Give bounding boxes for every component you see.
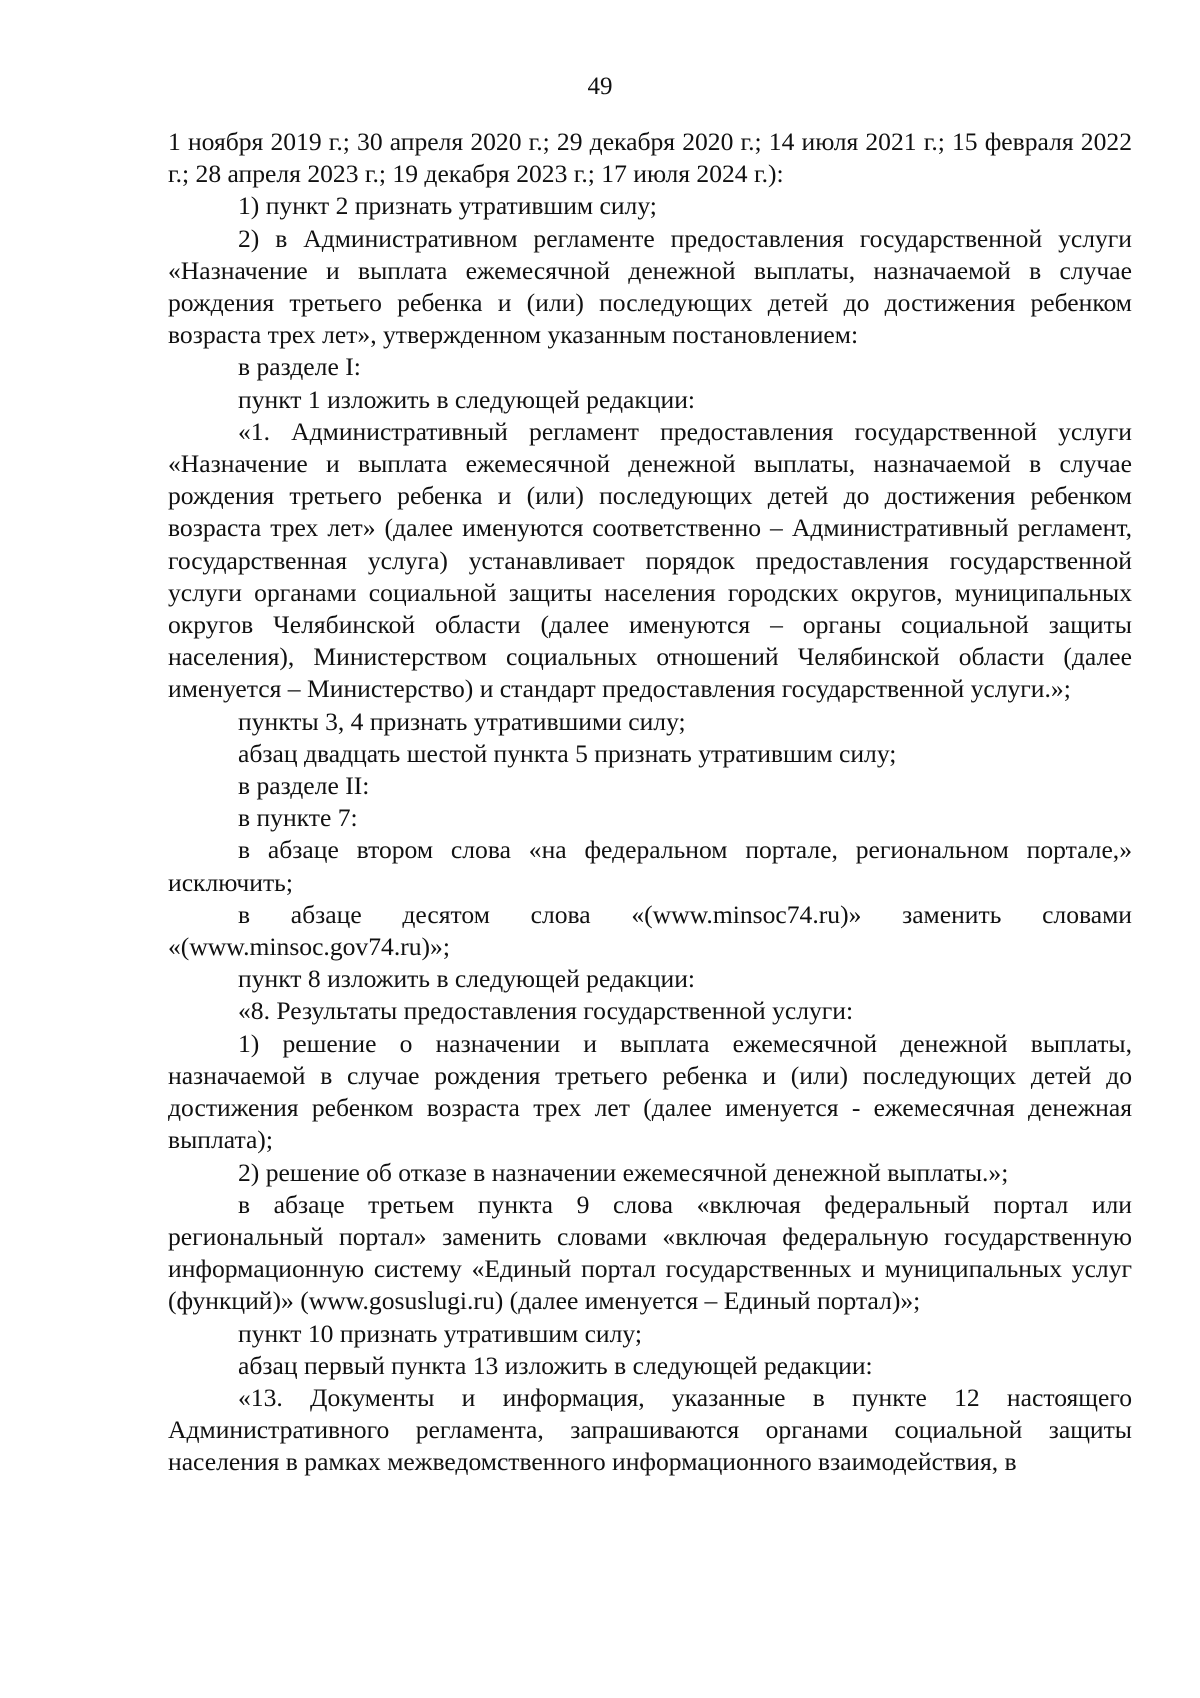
paragraph-point-8-edit: пункт 8 изложить в следующей редакции: bbox=[238, 964, 696, 994]
paragraph-section-1: в разделе I: bbox=[238, 352, 361, 382]
paragraph-point-1-text: «1. Административный регламент предоставления государственной услуги «Назначение и выплата ежемесячной денежной выплаты, назначаемой в случае рождения третьего ребенка и (или) последующих детей до достижения ребенком возраста трех лет» (далее именуются соответственно – Административный регламент, государственная услуга) устанавливает порядок предоставления государственной услуги органами социальной защиты населения городских округов, муниципальных округов Челябинской области (далее именуются – органы социальной защиты населения), Министерством социальных отношений Челябинской области (далее именуется – Министерство) и стандарт предоставления государственной услуги.»; bbox=[168, 416, 1132, 704]
paragraph-point-10: пункт 10 признать утратившим силу; bbox=[238, 1318, 642, 1348]
paragraph-item-2: 2) в Административном регламенте предоставления государственной услуги «Назначение и выплата ежемесячной денежной выплаты, назначаемой в случае рождения третьего ребенка и (или) последующих детей до достижения ребенком возраста трех лет», утвержденном указанным постановлением: bbox=[168, 223, 1132, 350]
paragraph-point-13-edit: абзац первый пункта 13 изложить в следующей редакции: bbox=[238, 1350, 873, 1380]
paragraph-point-7: в пункте 7: bbox=[238, 803, 358, 833]
paragraph-point-9: в абзаце третьем пункта 9 слова «включая федеральный портал или региональный портал» заменить словами «включая федеральную государственную информационную систему «Единый портал государственных и муниципальных услуг (функций)» (www.gosuslugi.ru) (далее именуется – Единый портал)»; bbox=[168, 1189, 1132, 1316]
page-number: 49 bbox=[587, 73, 613, 100]
document-body bbox=[168, 126, 1132, 1479]
paragraph-section-2: в разделе II: bbox=[238, 771, 370, 801]
paragraph-point-8-result-2: 2) решение об отказе в назначении ежемесячной денежной выплаты.»; bbox=[238, 1157, 1009, 1187]
paragraph-point-7-abzac-2: в абзаце втором слова «на федеральном портале, региональном портале,» исключить; bbox=[168, 835, 1132, 897]
paragraph-point-13-text: «13. Документы и информация, указанные в пункте 12 настоящего Административного регламента, запрашиваются органами социальной защиты населения в рамках межведомственного информационного взаимодействия, в bbox=[168, 1382, 1132, 1477]
paragraph-point-8-result-1: 1) решение о назначении и выплата ежемесячной денежной выплаты, назначаемой в случае рождения третьего ребенка и (или) последующих детей до достижения ребенком возраста трех лет (далее именуется - ежемесячная денежная выплата); bbox=[168, 1028, 1132, 1155]
paragraph-dates-continuation: 1 ноября 2019 г.; 30 апреля 2020 г.; 29 декабря 2020 г.; 14 июля 2021 г.; 15 февраля 2022 г.; 28 апреля 2023 г.; 19 декабря 2023 г.; 17 июля 2024 г.): bbox=[168, 127, 1132, 189]
paragraph-point-8-text: «8. Результаты предоставления государственной услуги: bbox=[238, 996, 854, 1026]
paragraph-points-3-4: пункты 3, 4 признать утратившими силу; bbox=[238, 706, 686, 736]
paragraph-point-5-abzac: абзац двадцать шестой пункта 5 признать утратившим силу; bbox=[238, 738, 897, 768]
paragraph-point-1-edit: пункт 1 изложить в следующей редакции: bbox=[238, 384, 696, 414]
paragraph-point-7-abzac-10: в абзаце десятом слова «(www.minsoc74.ru)» заменить словами «(www.minsoc.gov74.ru)»; bbox=[168, 899, 1132, 962]
paragraph-item-1: 1) пункт 2 признать утратившим силу; bbox=[238, 191, 657, 221]
